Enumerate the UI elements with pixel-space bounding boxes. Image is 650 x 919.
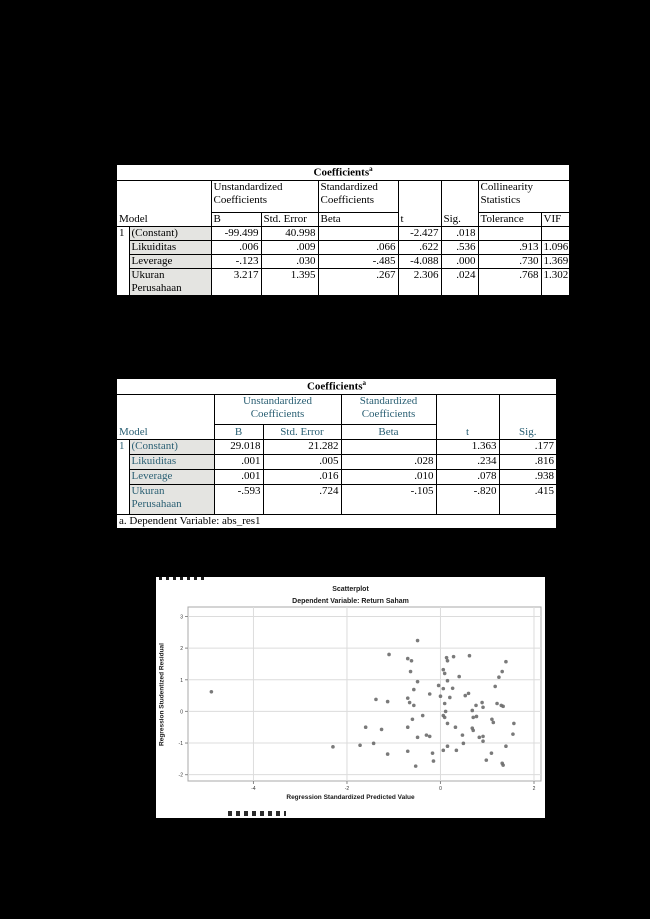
beta-value: .010 bbox=[341, 469, 436, 484]
chart-subtitle: Dependent Variable: Return Saham bbox=[292, 598, 409, 605]
std-error-column-header: Std. Error bbox=[263, 424, 341, 439]
sig-value: .816 bbox=[499, 454, 557, 469]
svg-text:1: 1 bbox=[180, 677, 183, 684]
std-error-value: 1.395 bbox=[261, 268, 318, 296]
svg-text:0: 0 bbox=[439, 786, 442, 792]
table-row bbox=[116, 240, 570, 254]
std-error-value: .009 bbox=[261, 240, 318, 254]
table-footnote: a. Dependent Variable: abs_res1 bbox=[116, 514, 557, 529]
t-value: -2.427 bbox=[398, 226, 441, 240]
svg-text:-1: -1 bbox=[178, 741, 183, 748]
b-column-header: B bbox=[214, 424, 263, 439]
vif-value bbox=[541, 226, 570, 240]
coefficients-table-glejser bbox=[115, 377, 558, 530]
beta-value bbox=[318, 226, 398, 240]
row-label: (Constant) bbox=[129, 439, 214, 454]
standardized-group-header: Standardized Coefficients bbox=[318, 180, 398, 212]
svg-text:-2: -2 bbox=[178, 772, 183, 779]
tolerance-value: .768 bbox=[478, 268, 541, 296]
svg-text:2: 2 bbox=[532, 786, 536, 792]
t-value: 1.363 bbox=[436, 439, 499, 454]
vif-value: 1.369 bbox=[541, 254, 570, 268]
row-label: Likuiditas bbox=[129, 454, 214, 469]
y-axis-label: Regression Studentized Residual bbox=[158, 643, 166, 746]
table-row bbox=[116, 484, 557, 514]
t-value: -.820 bbox=[436, 484, 499, 514]
beta-column-header: Beta bbox=[318, 212, 398, 226]
b-value: -.593 bbox=[214, 484, 263, 514]
model-column-header: Model bbox=[116, 180, 211, 226]
table-row bbox=[116, 469, 557, 484]
t-value: .078 bbox=[436, 469, 499, 484]
b-value: .001 bbox=[214, 454, 263, 469]
row-label: Ukuran Perusahaan bbox=[129, 484, 214, 514]
t-value: .622 bbox=[398, 240, 441, 254]
table-title: Coefficients$^a$ bbox=[116, 164, 570, 180]
t-value: 2.306 bbox=[398, 268, 441, 296]
b-value: .006 bbox=[211, 240, 261, 254]
std-error-value: .005 bbox=[263, 454, 341, 469]
table-row bbox=[116, 226, 570, 240]
t-value: -4.088 bbox=[398, 254, 441, 268]
beta-value: .066 bbox=[318, 240, 398, 254]
model-column-header: Model bbox=[116, 394, 214, 439]
standardized-group-header: Standardized Coefficients bbox=[341, 394, 436, 424]
svg-text:0: 0 bbox=[180, 709, 183, 716]
table-row bbox=[116, 268, 570, 296]
sig-column-header: Sig. bbox=[499, 394, 557, 439]
b-value: -99.499 bbox=[211, 226, 261, 240]
std-error-value: 40.998 bbox=[261, 226, 318, 240]
svg-text:2: 2 bbox=[180, 646, 183, 653]
table-title: Coefficients$^a$ bbox=[116, 378, 557, 394]
b-value: 29.018 bbox=[214, 439, 263, 454]
svg-text:3: 3 bbox=[180, 614, 183, 621]
sig-column-header: Sig. bbox=[441, 180, 478, 226]
collinearity-group-header: Collinearity Statistics bbox=[478, 180, 570, 212]
beta-value: .267 bbox=[318, 268, 398, 296]
row-label: (Constant) bbox=[129, 226, 211, 240]
std-error-value: .016 bbox=[263, 469, 341, 484]
t-value: .234 bbox=[436, 454, 499, 469]
row-label: Leverage bbox=[129, 469, 214, 484]
unstandardized-group-header: Unstandardized Coefficients bbox=[214, 394, 341, 424]
svg-text:-4: -4 bbox=[251, 786, 256, 792]
x-axis-label: Regression Standardized Predicted Value bbox=[286, 794, 415, 801]
chart-title: Scatterplot bbox=[332, 586, 369, 593]
beta-value bbox=[341, 439, 436, 454]
sig-value: .000 bbox=[441, 254, 478, 268]
coefficients-table-regression bbox=[115, 163, 571, 297]
b-value: 3.217 bbox=[211, 268, 261, 296]
row-label: Likuiditas bbox=[129, 240, 211, 254]
t-column-header: t bbox=[436, 394, 499, 439]
sig-value: .415 bbox=[499, 484, 557, 514]
table-row bbox=[116, 454, 557, 469]
sig-value: .536 bbox=[441, 240, 478, 254]
vif-value: 1.096 bbox=[541, 240, 570, 254]
row-label: Ukuran Perusahaan bbox=[129, 268, 211, 296]
sig-value: .177 bbox=[499, 439, 557, 454]
clipped-text-fragment bbox=[228, 811, 286, 816]
model-number-cell: 1 bbox=[116, 439, 129, 514]
tolerance-value bbox=[478, 226, 541, 240]
table-title-superscript: a bbox=[362, 379, 367, 387]
b-value: -.123 bbox=[211, 254, 261, 268]
beta-value: -.485 bbox=[318, 254, 398, 268]
beta-column-header: Beta bbox=[341, 424, 436, 439]
sig-value: .018 bbox=[441, 226, 478, 240]
std-error-value: 21.282 bbox=[263, 439, 341, 454]
beta-value: -.105 bbox=[341, 484, 436, 514]
b-column-header: B bbox=[211, 212, 261, 226]
t-column-header: t bbox=[398, 180, 441, 226]
table-title-superscript: a bbox=[369, 165, 373, 173]
vif-value: 1.302 bbox=[541, 268, 570, 296]
tolerance-value: .913 bbox=[478, 240, 541, 254]
vif-column-header: VIF bbox=[541, 212, 570, 226]
std-error-column-header: Std. Error bbox=[261, 212, 318, 226]
unstandardized-group-header: Unstandardized Coefficients bbox=[211, 180, 318, 212]
table-row bbox=[116, 254, 570, 268]
b-value: .001 bbox=[214, 469, 263, 484]
std-error-value: .030 bbox=[261, 254, 318, 268]
scatterplot-figure bbox=[156, 577, 545, 818]
tolerance-value: .730 bbox=[478, 254, 541, 268]
svg-text:-2: -2 bbox=[344, 786, 350, 792]
sig-value: .938 bbox=[499, 469, 557, 484]
model-number-cell: 1 bbox=[116, 226, 129, 296]
table-row bbox=[116, 439, 557, 454]
row-label: Leverage bbox=[129, 254, 211, 268]
tolerance-column-header: Tolerance bbox=[478, 212, 541, 226]
std-error-value: .724 bbox=[263, 484, 341, 514]
beta-value: .028 bbox=[341, 454, 436, 469]
sig-value: .024 bbox=[441, 268, 478, 296]
